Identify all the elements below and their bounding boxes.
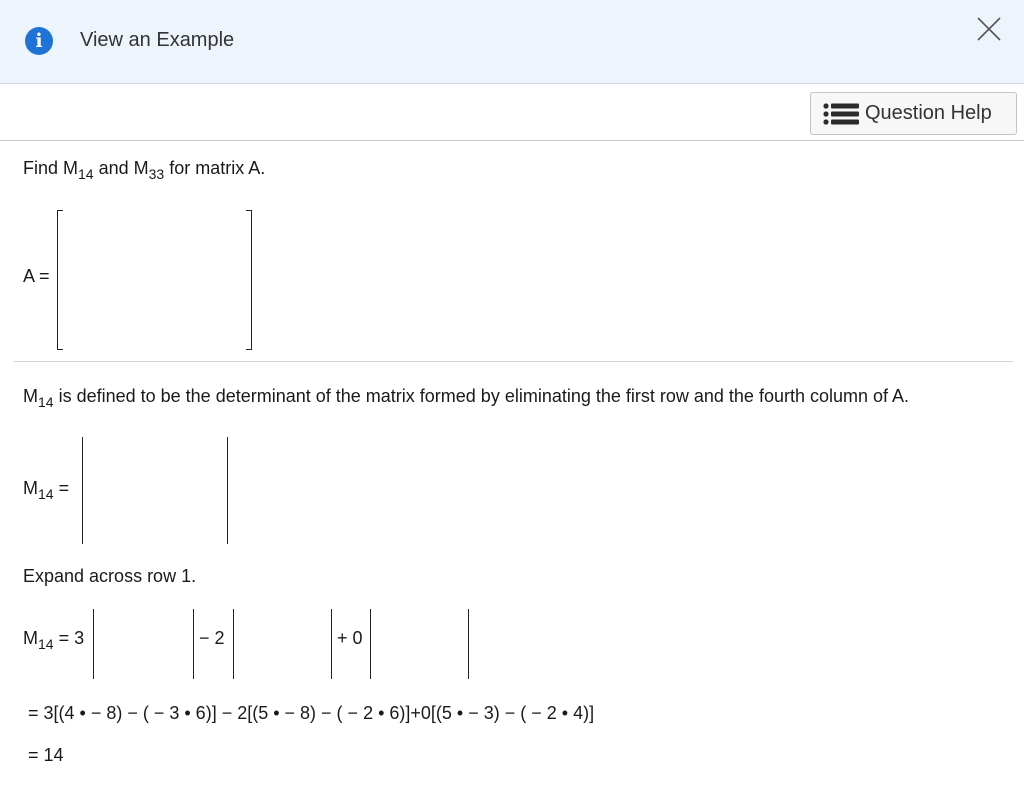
determinant-bar — [193, 609, 194, 679]
determinant-bar — [227, 437, 228, 544]
coefficient-3: + 0 — [337, 628, 363, 648]
right-bracket — [246, 210, 252, 350]
m14-label: $M_{14}$ = — [23, 478, 70, 502]
close-icon[interactable] — [976, 16, 1002, 42]
question-help-label: Question Help — [865, 102, 992, 124]
info-icon: i — [25, 27, 53, 55]
question-help-button[interactable] — [810, 92, 1017, 135]
determinant-bar — [233, 609, 234, 679]
left-bracket — [57, 210, 63, 350]
determinant-bar — [331, 609, 332, 679]
result: = 14 — [28, 745, 64, 765]
list-icon — [823, 103, 859, 125]
coefficient-2: − 2 — [199, 628, 225, 648]
dialog-title: View an Example — [80, 29, 235, 51]
definition-text: $M_{14}$ is defined to be the determinant of the matrix formed by eliminating the first row and the fourth column of A. — [23, 386, 910, 410]
divider — [14, 361, 1013, 362]
determinant-bar — [370, 609, 371, 679]
determinant-bar — [468, 609, 469, 679]
determinant-bar — [93, 609, 94, 679]
determinant-bar — [82, 437, 83, 544]
computation-step: = 3[(4 • − 8) − ( − 3 • 6)] − 2[(5 • − 8) − ( − 2 • 6)]+0[(5 • − 3) − ( − 2 • 4)] — [28, 703, 595, 723]
problem-statement: Find $M_{14}$ and $M_{33}$ for matrix A. — [23, 158, 266, 182]
matrix-a-label: A = — [23, 266, 50, 286]
expansion-label: $M_{14} = 3$ — [23, 628, 85, 652]
expand-text: Expand across row 1. — [23, 566, 197, 586]
dialog-header — [0, 0, 1024, 84]
toolbar — [0, 84, 1024, 141]
